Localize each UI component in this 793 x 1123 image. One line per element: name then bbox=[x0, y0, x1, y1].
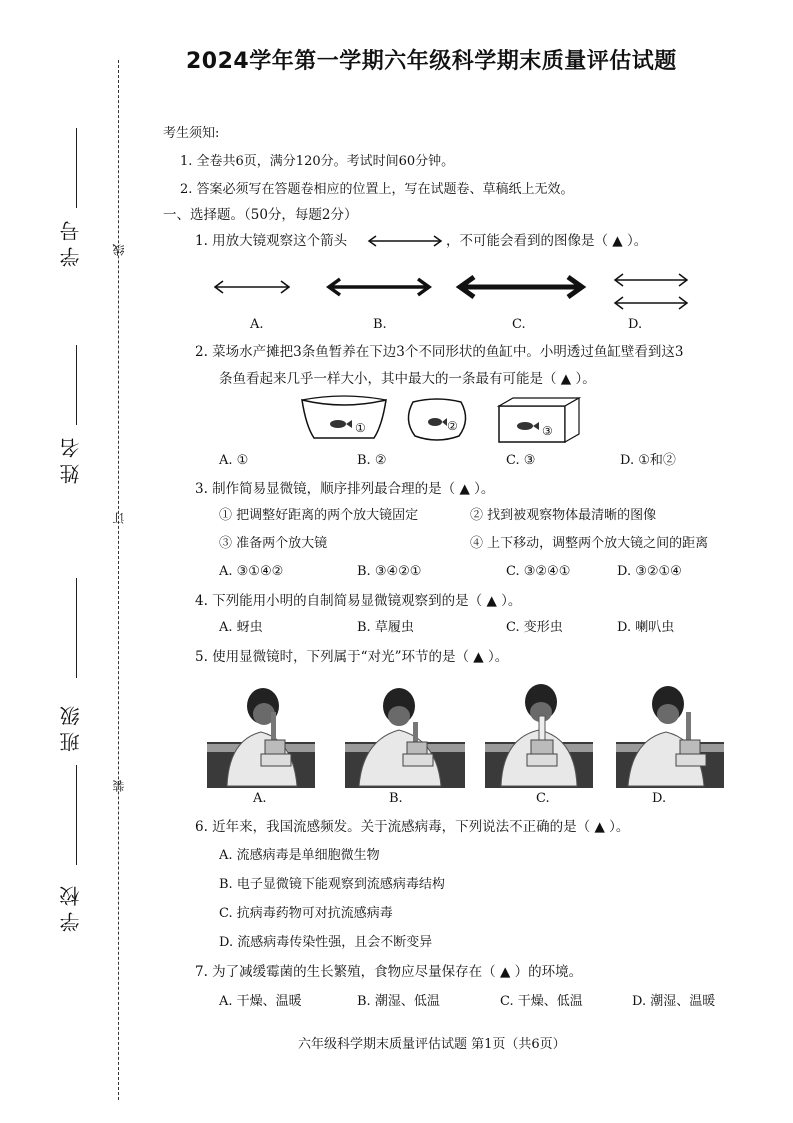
name-blank bbox=[76, 345, 77, 425]
q1-option-c: C. bbox=[512, 317, 526, 332]
fish-tank-3-figure bbox=[497, 396, 581, 444]
binding-field-student-id: 学号 bbox=[59, 215, 83, 267]
binding-field-school: 学校 bbox=[59, 880, 83, 932]
microscope-photo-c bbox=[485, 682, 593, 788]
fish-tank-1-label: ① bbox=[355, 421, 366, 435]
binding-field-class: 班级 bbox=[59, 700, 83, 752]
section-heading: 一、选择题。（50分，每题2分） bbox=[163, 207, 358, 223]
q1-arrow-a bbox=[212, 278, 292, 296]
microscope-photo-a bbox=[207, 682, 315, 788]
q7-option-d: D. 潮湿、温暖 bbox=[632, 994, 716, 1009]
class-blank bbox=[76, 578, 77, 678]
q2-option-a: A. ① bbox=[219, 453, 249, 468]
q4-option-b: B. 草履虫 bbox=[357, 620, 414, 635]
q2-option-d: D. ①和② bbox=[620, 453, 676, 468]
notice-item-2: 2. 答案必须写在答题卷相应的位置上，写在试题卷、草稿纸上无效。 bbox=[180, 182, 574, 197]
q6-stem: 6. 近年来，我国流感频发。关于流感病毒，下列说法不正确的是（ ▲ ）。 bbox=[195, 819, 630, 835]
notice-item-1: 1. 全卷共6页，满分120分。考试时间60分钟。 bbox=[180, 154, 455, 169]
q5-option-b: B. bbox=[389, 791, 403, 806]
q3-option-c: C. ③②④① bbox=[506, 564, 571, 579]
q1-stem-b: ，不可能会看到的图像是（ ▲ ）。 bbox=[446, 233, 648, 249]
q4-option-d: D. 喇叭虫 bbox=[617, 620, 675, 635]
q1-arrow-c bbox=[455, 273, 587, 301]
q1-arrow-b bbox=[325, 276, 433, 298]
q5-option-c: C. bbox=[536, 791, 550, 806]
q7-option-a: A. 干燥、温暖 bbox=[219, 994, 302, 1009]
q4-stem: 4. 下列能用小明的自制简易显微镜观察到的是（ ▲ ）。 bbox=[195, 593, 522, 609]
microscope-photo-b bbox=[345, 682, 465, 788]
q1-option-b: B. bbox=[373, 317, 387, 332]
q3-step-4: ④ 上下移动，调整两个放大镜之间的距离 bbox=[470, 536, 709, 551]
q6-option-d: D. 流感病毒传染性强，且会不断变异 bbox=[219, 935, 433, 950]
binding-mark-staple: 订 bbox=[112, 512, 126, 524]
page-title: 2024学年第一学期六年级科学期末质量评估试题 bbox=[186, 49, 677, 74]
fish-tank-2-label: ② bbox=[447, 419, 458, 433]
fish-tank-2-figure bbox=[405, 396, 469, 442]
q5-stem: 5. 使用显微镜时，下列属于“对光”环节的是（ ▲ ）。 bbox=[195, 649, 509, 665]
notice-heading: 考生须知: bbox=[163, 126, 220, 141]
q1-stem-a: 1. 用放大镜观察这个箭头 bbox=[195, 233, 348, 249]
fish-tank-3-label: ③ bbox=[542, 424, 553, 438]
microscope-photo-d bbox=[616, 682, 724, 788]
q2-option-b: B. ② bbox=[357, 453, 387, 468]
q2-stem-line2: 条鱼看起来几乎一样大小，其中最大的一条最有可能是（ ▲ ）。 bbox=[219, 371, 596, 387]
page-footer: 六年级科学期末质量评估试题 第1页（共6页） bbox=[298, 1037, 566, 1052]
q3-stem: 3. 制作简易显微镜，顺序排列最合理的是（ ▲ ）。 bbox=[195, 481, 495, 497]
q3-option-a: A. ③①④② bbox=[219, 564, 284, 579]
q5-option-d: D. bbox=[652, 791, 667, 806]
q4-option-a: A. 蚜虫 bbox=[219, 620, 263, 635]
binding-cut-line bbox=[118, 60, 119, 1100]
q4-option-c: C. 变形虫 bbox=[506, 620, 563, 635]
q6-option-c: C. 抗病毒药物可对抗流感病毒 bbox=[219, 906, 393, 921]
binding-mark-bind: 装 bbox=[112, 780, 126, 792]
q5-option-a: A. bbox=[253, 791, 267, 806]
q1-option-a: A. bbox=[250, 317, 264, 332]
q7-option-b: B. 潮湿、低温 bbox=[357, 994, 440, 1009]
q3-step-2: ② 找到被观察物体最清晰的图像 bbox=[470, 508, 657, 523]
q7-stem: 7. 为了减缓霉菌的生长繁殖，食物应尽量保存在（ ▲ ）的环境。 bbox=[195, 964, 583, 980]
student-id-blank bbox=[76, 128, 77, 208]
q2-option-c: C. ③ bbox=[506, 453, 536, 468]
q3-option-b: B. ③④②① bbox=[357, 564, 422, 579]
q6-option-a: A. 流感病毒是单细胞微生物 bbox=[219, 848, 380, 863]
school-blank bbox=[76, 765, 77, 865]
q3-step-3: ③ 准备两个放大镜 bbox=[219, 536, 328, 551]
q1-option-d: D. bbox=[628, 317, 643, 332]
q1-arrow-d-double bbox=[612, 270, 690, 314]
q1-reference-arrow bbox=[366, 234, 444, 248]
q6-option-b: B. 电子显微镜下能观察到流感病毒结构 bbox=[219, 877, 445, 892]
fish-tank-1-figure bbox=[300, 396, 388, 442]
q2-stem-line1: 2. 菜场水产摊把3条鱼暂养在下边3个不同形状的鱼缸中。小明透过鱼缸壁看到这3 bbox=[195, 344, 684, 360]
q3-option-d: D. ③②①④ bbox=[617, 564, 682, 579]
q3-step-1: ① 把调整好距离的两个放大镜固定 bbox=[219, 508, 419, 523]
binding-field-name: 姓名 bbox=[59, 432, 83, 484]
binding-mark-line: 线 bbox=[112, 244, 126, 256]
q7-option-c: C. 干燥、低温 bbox=[500, 994, 583, 1009]
